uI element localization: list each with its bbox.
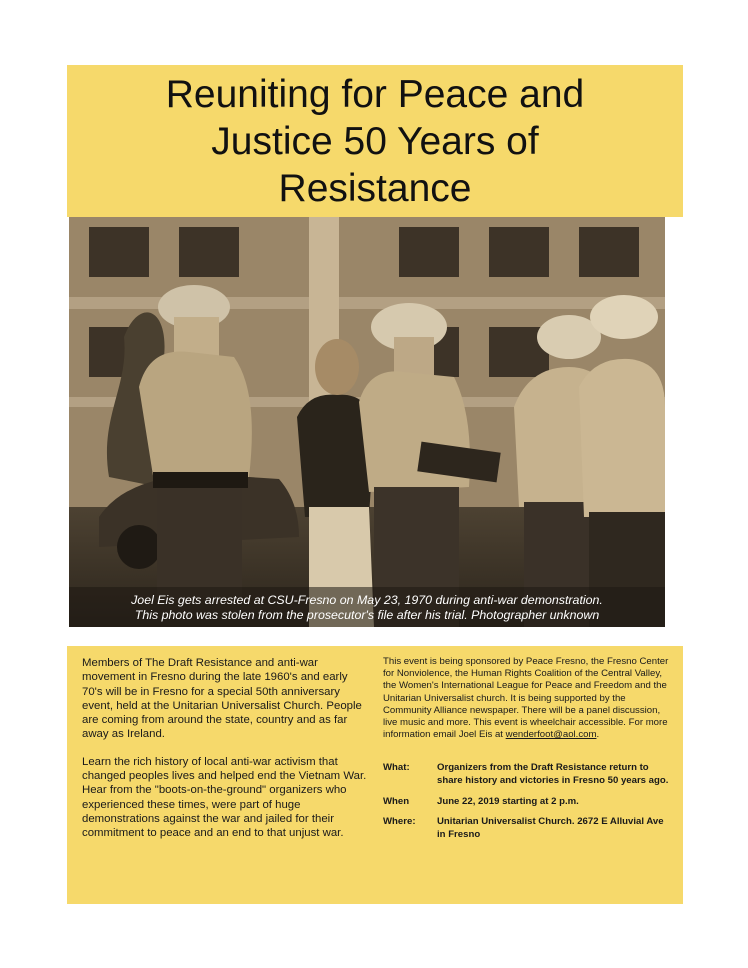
detail-what [383, 762, 673, 787]
title-banner [67, 65, 683, 217]
arrest-photo [69, 217, 665, 627]
what-value: Organizers from the Draft Resistance return to share history and victories in Fresno 50 years ago. [437, 762, 669, 787]
description-paragraph-2: Learn the rich history of local anti-war activism that changed peoples lives and helped end the Vietnam War. Hear from the "boots-on-the-ground" organizers who experienced these times, were part of huge demonstrations against the war and jailed for their commitment to peace and an end to that unjust war. [82, 755, 367, 840]
sponsor-paragraph [383, 656, 673, 741]
what-label: What: [383, 762, 410, 774]
description-paragraph-1: Members of The Draft Resistance and anti-war movement in Fresno during the late 1960's and early 70's will be in Fresno for a special 50th anniversary event, held at the Unitarian Universalist Church. People are coming from around the state, country and as far away as Ireland. [82, 657, 362, 741]
arrest-photo-illustration [69, 217, 665, 627]
detail-where [383, 816, 673, 841]
photo-caption [69, 593, 665, 623]
title-line-2: Justice 50 Years of [211, 120, 539, 163]
caption-line-1: Joel Eis gets arrested at CSU-Fresno on May 23, 1970 during anti-war demonstration. [131, 593, 603, 607]
page-title [67, 65, 683, 212]
info-panel [67, 646, 683, 904]
description-column [82, 656, 367, 854]
caption-line-2: This photo was stolen from the prosecutor's file after his trial. Photographer unknown [134, 608, 600, 622]
where-label: Where: [383, 816, 416, 828]
when-label: When [383, 795, 410, 807]
email-suffix: . [596, 729, 600, 741]
event-info-column [383, 656, 673, 849]
where-value: Unitarian Universalist Church. 2672 E Alluvial Ave in Fresno [437, 816, 664, 840]
title-line-3: Resistance [278, 167, 472, 210]
event-details [383, 762, 673, 841]
email-link[interactable]: wenderfoot@aol.com [505, 729, 597, 741]
title-line-1: Reuniting for Peace and [165, 73, 585, 116]
sponsor-text: This event is being sponsored by Peace Fresno, the Fresno Center for Nonviolence, the Human Rights Coalition of the Central Valley, the Women's International League for Peace and Freedom and the Unitarian Universalist church. It is being supported by the Community Alliance newspaper. There will be a panel discussion, live music and more. This event is wheelchair accessible. For more information email Joel Eis at [383, 656, 669, 741]
detail-when [383, 796, 673, 809]
when-value: June 22, 2019 starting at 2 p.m. [437, 795, 579, 807]
